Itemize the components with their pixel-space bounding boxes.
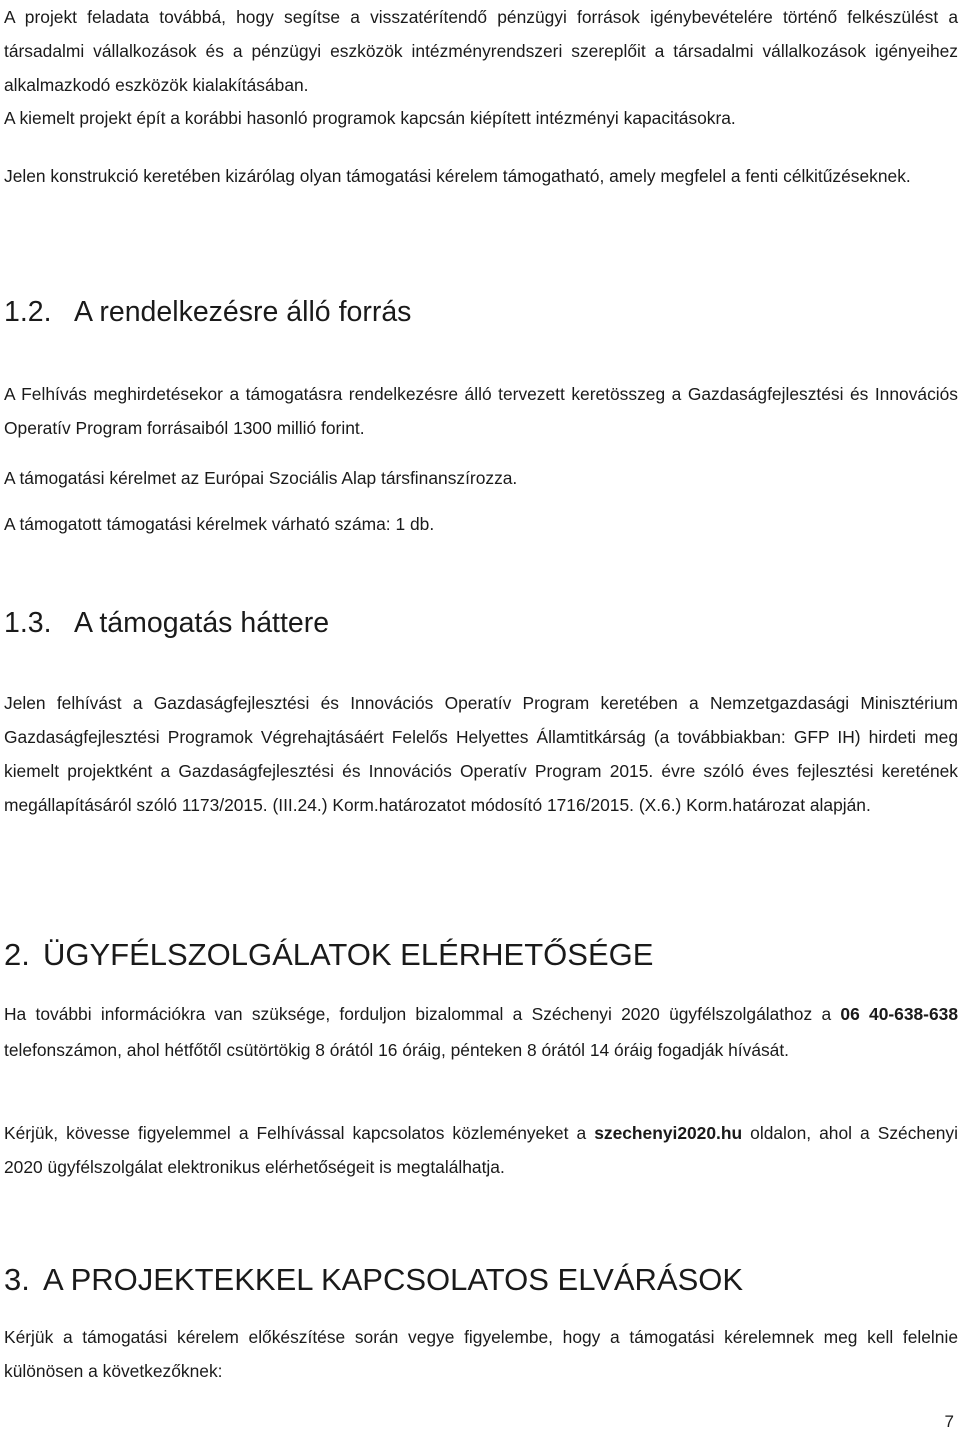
section-1-2-paragraph-2: A támogatási kérelmet az Európai Szociális Alap társfinanszírozza. [4, 468, 518, 488]
phone-number: 06 40-638-638 [840, 1004, 958, 1024]
section-2-text-after-phone: telefonszámon, ahol hétfőtől csütörtökig 8 órától 16 óráig, pénteken 8 órától 14 óráig fogadják hívását. [4, 1040, 790, 1060]
section-2-heading [4, 937, 653, 973]
website-link[interactable]: szechenyi2020.hu [594, 1123, 743, 1143]
section-3-paragraph-1: Kérjük a támogatási kérelem előkészítése során vegye figyelembe, hogy a támogatási kérelemnek meg kell felelnie különösen a következőknek: [4, 1327, 958, 1381]
section-1-2-paragraph-3: A támogatott támogatási kérelmek várható száma: 1 db. [4, 514, 435, 534]
section-3-heading [4, 1262, 743, 1298]
section-3-title: A PROJEKTEKKEL KAPCSOLATOS ELVÁRÁSOK [43, 1262, 744, 1297]
section-3-number: 3. [4, 1262, 30, 1297]
page-number: 7 [944, 1412, 954, 1431]
section-1-2-heading [4, 295, 411, 329]
section-2-text-before-phone: Ha további információkra van szüksége, forduljon bizalommal a Széchenyi 2020 ügyfélszolgálathoz a [4, 1004, 841, 1024]
section-2-number: 2. [4, 937, 30, 972]
section-2-text-after-website: oldalon, ahol a Széchenyi 2020 ügyfélszolgálat elektronikus elérhetőségeit is megtalálhatja. [4, 1123, 958, 1177]
section-1-2-title: A rendelkezésre álló forrás [74, 296, 412, 328]
intro-paragraph-3: Jelen konstrukció keretében kizárólag olyan támogatási kérelem támogatható, amely megfelel a fenti célkitűzéseknek. [4, 166, 911, 186]
section-1-2-number: 1.2. [4, 296, 52, 328]
section-1-3-title: A támogatás háttere [74, 607, 330, 639]
section-2-paragraph-1 [4, 996, 958, 1068]
section-1-3-number: 1.3. [4, 607, 52, 639]
section-1-3-heading [4, 606, 329, 640]
section-1-3-paragraph-1: Jelen felhívást a Gazdaságfejlesztési és Innovációs Operatív Program keretében a Nemzetgazdasági Minisztérium Gazdaságfejlesztési Programok Végrehajtásáért Felelős Helyettes Államtitkárság (a továbbiakban: GFP IH) hirdeti meg kiemelt projektként a Gazdaságfejlesztési és Innovációs Operatív Program 2015. évre szóló éves fejlesztési keretének megállapításáról szóló 1173/2015. (III.24.) Korm.határozatot módosító 1716/2015. (X.6.) Korm.határozat alapján. [4, 693, 958, 815]
section-2-title: ÜGYFÉLSZOLGÁLATOK ELÉRHETŐSÉGE [43, 937, 654, 972]
intro-paragraph-1: A projekt feladata továbbá, hogy segítse a visszatérítendő pénzügyi források igénybevételére történő felkészülést a társadalmi vállalkozások és a pénzügyi eszközök intézményrendszeri szereplőit a társadalmi vállalkozások igényeihez alkalmazkodó eszközök kialakításában. [4, 7, 958, 95]
intro-paragraph-2: A kiemelt projekt épít a korábbi hasonló programok kapcsán kiépített intézményi kapacitásokra. [4, 108, 736, 128]
section-2-paragraph-2 [4, 1116, 958, 1184]
section-1-2-paragraph-1: A Felhívás meghirdetésekor a támogatásra rendelkezésre álló tervezett keretösszeg a Gazdaságfejlesztési és Innovációs Operatív Program forrásaiból 1300 millió forint. [4, 384, 958, 438]
section-2-text-before-website: Kérjük, kövesse figyelemmel a Felhívással kapcsolatos közleményeket a [4, 1123, 595, 1143]
